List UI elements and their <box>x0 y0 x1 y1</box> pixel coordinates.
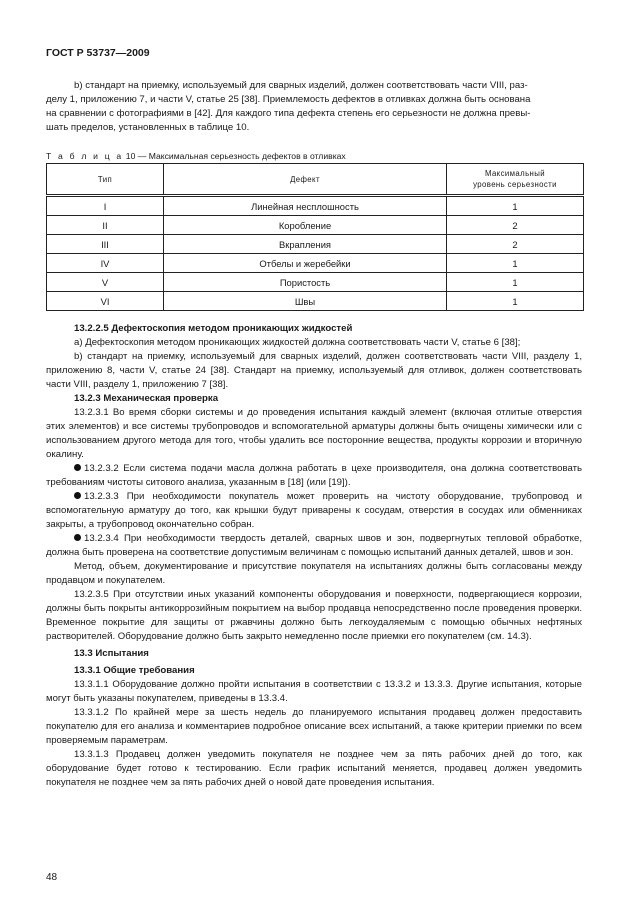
cell-defect: Коробление <box>164 216 447 235</box>
header-level-line2: уровень серьезности <box>473 180 557 189</box>
intro-line: делу 1, приложению 7, и части V, статье 25 [38]. Приемлемость дефектов в отливках должна быть основана <box>46 94 531 105</box>
table-header-row <box>47 164 584 196</box>
cell-type: V <box>47 273 164 292</box>
body-text <box>46 322 582 790</box>
bullet-icon <box>74 492 81 499</box>
header-level <box>447 164 584 196</box>
section-heading: 13.2.3 Механическая проверка <box>74 393 219 404</box>
cell-type: II <box>47 216 164 235</box>
cell-type: IV <box>47 254 164 273</box>
paragraph <box>46 532 582 560</box>
cell-defect: Линейная несплошность <box>164 196 447 216</box>
table-row <box>47 216 584 235</box>
table-row <box>47 196 584 216</box>
cell-defect: Швы <box>164 292 447 311</box>
paragraph: 13.3.1.2 По крайней мере за шесть недель до планируемого испытания продавец должен предоставить покупателю для его анализа и комментариев подробное описание всех испытаний, а также критерии приемки по всем проверяемым параметрам. <box>46 707 582 746</box>
cell-defect: Пористость <box>164 273 447 292</box>
intro-line: b) стандарт на приемку, используемый для сварных изделий, должен соответствовать части VIII, раз- <box>74 80 528 91</box>
paragraph: 13.2.3.1 Во время сборки системы и до проведения испытания каждый элемент (включая отлитые отверстия этих элементов) и все системы трубопроводов и вспомогательной арматуры должны быть очищены химически или с использованием другого метода для того, чтобы удалить все посторонние вещества, продукты коррозии и вторичную окалину. <box>46 407 582 460</box>
cell-type: VI <box>47 292 164 311</box>
table-row <box>47 273 584 292</box>
paragraph: Метод, объем, документирование и присутствие покупателя на испытаниях должны быть согласованы между продавцом и покупателем. <box>46 561 582 586</box>
paragraph-text: 13.2.3.3 При необходимости покупатель может проверить на чистоту оборудование, трубопровод и вспомогательную арматуру до того, как крышки будут приварены к сосудам, отверстия в сосудах или обменниках закрыты, а трубопровод окончательно собран. <box>46 491 582 530</box>
cell-defect: Отбелы и жеребейки <box>164 254 447 273</box>
paragraph <box>46 462 582 490</box>
cell-level: 1 <box>447 273 584 292</box>
cell-level: 1 <box>447 292 584 311</box>
paragraph: b) стандарт на приемку, используемый для сварных изделий, должен соответствовать части VIII, разделу 1, приложению 8, части V, статье 24 [38]. Стандарт на приемку, используемый для отливок, должен соответствовать части VIII, разделу 1, приложению 7 [38]. <box>46 351 582 390</box>
header-defect: Дефект <box>164 164 447 196</box>
paragraph <box>46 490 582 532</box>
section-heading: 13.3 Испытания <box>74 648 149 659</box>
header-level-line1: Максимальный <box>484 169 546 178</box>
paragraph-text: 13.2.3.2 Если система подачи масла должна работать в цехе производителя, она должна соответствовать требованиям чистоты ситового анализа, указанным в [18] (или [19]). <box>46 463 582 488</box>
defects-table <box>46 163 584 311</box>
cell-type: I <box>47 196 164 216</box>
table-row <box>47 292 584 311</box>
table-row <box>47 254 584 273</box>
cell-level: 2 <box>447 235 584 254</box>
cell-type: III <box>47 235 164 254</box>
table-caption <box>46 151 346 161</box>
header-type: Тип <box>47 164 164 196</box>
table-caption-text: 10 — Максимальная серьезность дефектов в отливках <box>125 151 346 161</box>
cell-level: 1 <box>447 254 584 273</box>
table-row <box>47 235 584 254</box>
intro-line: шать пределов, установленных в таблице 10. <box>46 122 250 133</box>
paragraph: а) Дефектоскопия методом проникающих жидкостей должна соответствовать части V, статье 6 [38]; <box>74 337 521 348</box>
intro-line: на сравнении с фотографиями в [42]. Для каждого типа дефекта степень его серьезности не должна превы- <box>46 108 531 119</box>
cell-level: 1 <box>447 196 584 216</box>
section-heading: 13.3.1 Общие требования <box>74 665 195 676</box>
paragraph: 13.3.1.3 Продавец должен уведомить покупателя не позднее чем за пять рабочих дней до того, как оборудование будет готово к тестированию. Если график испытаний меняется, продавец должен уведомить покупателя не позднее чем за пять рабочих дней о новой дате проведения испытания. <box>46 749 582 788</box>
paragraph: 13.2.3.5 При отсутствии иных указаний компоненты оборудования и поверхности, подвергающиеся коррозии, должны быть покрыты антикоррозийным покрытием на выбор продавца непосредственно после проведения проверки. Временное покрытие для защиты от ржавчины должно быть легкоудаляемым с помощью обычных нефтяных растворителей. Оборудование должно быть закрыто немедленно после приемки его покупателем (см. 14.3). <box>46 589 582 642</box>
bullet-icon <box>74 534 81 541</box>
bullet-icon <box>74 464 81 471</box>
intro-paragraph <box>46 79 582 135</box>
section-heading: 13.2.2.5 Дефектоскопия методом проникающих жидкостей <box>74 323 353 334</box>
paragraph-text: 13.2.3.4 При необходимости твердость деталей, сварных швов и зон, подвергнутых тепловой обработке, должна быть проверена на соответствие допустимым величинам с помощью испытаний данных деталей, швов и зон. <box>46 533 582 558</box>
standard-header: ГОСТ Р 53737—2009 <box>46 47 150 59</box>
page-number: 48 <box>46 872 58 883</box>
table-caption-label: Т а б л и ц а <box>46 151 124 161</box>
cell-level: 2 <box>447 216 584 235</box>
paragraph: 13.3.1.1 Оборудование должно пройти испытания в соответствии с 13.3.2 и 13.3.3. Другие испытания, которые могут быть указаны покупателем, приведены в 13.3.4. <box>46 679 582 704</box>
cell-defect: Вкрапления <box>164 235 447 254</box>
